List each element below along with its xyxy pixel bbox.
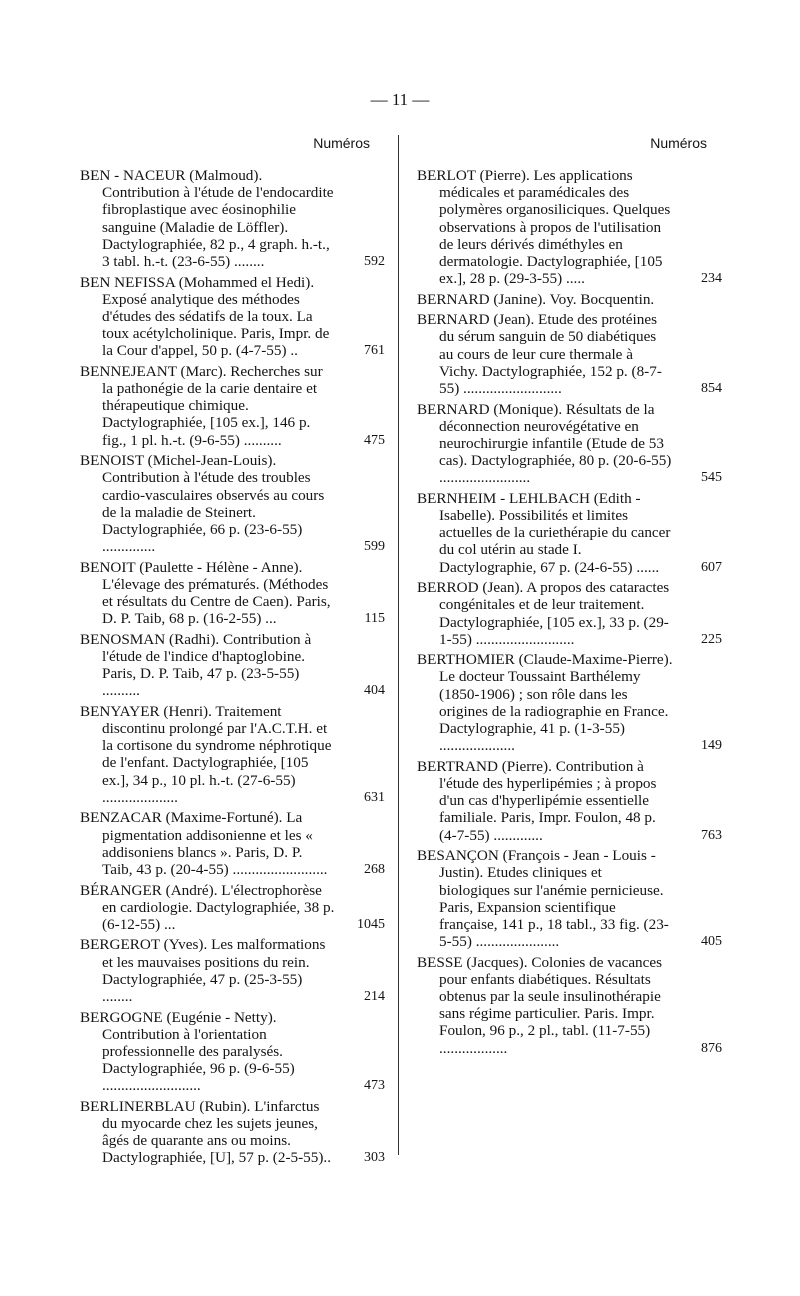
entry-number: 234 <box>701 271 722 287</box>
entry-text: BERLOT (Pierre). Les applications médicales et paramédicales des polymères organosiliciques. Quelques observations à propos de l'utilisation de leurs dérivés diméthyles en dermatologie. Dactylographiée, [105 ex.], 28 p. (29-3-55) ..... <box>417 167 671 288</box>
left-entry-list <box>80 167 385 1167</box>
index-entry <box>417 291 707 308</box>
entry-text: BERNARD (Jean). Etude des protéines du sérum sanguin de 50 diabétiques au cours de leur cure thermale à Vichy. Dactylographiée, 152 p. (8-7-55) .......................... <box>417 311 662 398</box>
entry-number: 631 <box>364 789 385 805</box>
entry-text: BENYAYER (Henri). Traitement discontinu prolongé par l'A.C.T.H. et la cortisone du syndrome néphrotique de l'enfant. Dactylographiée, [105 ex.], 34 p., 10 pl. h.-t. (27-6-55) .................... <box>80 702 332 806</box>
entry-text: BERGOGNE (Eugénie - Netty). Contribution à l'orientation professionnelle des paralysés. Dactylographiée, 96 p. (9-6-55) .......................... <box>80 1008 295 1095</box>
index-entry <box>417 489 722 576</box>
entry-text: BERTRAND (Pierre). Contribution à l'étude des hyperlipémies ; à propos d'un cas d'hyperlipémie essentielle familiale. Paris, Impr. Foulon, 48 p. (4-7-55) ............. <box>417 757 657 844</box>
entry-text: BEN NEFISSA (Mohammed el Hedi). Exposé analytique des méthodes d'études des sédatifs de la toux. La toux acétylcholinique. Paris, Impr. de la Cour d'appel, 50 p. (4-7-55) .. <box>80 273 330 360</box>
entry-number: 214 <box>364 989 385 1005</box>
entry-text: BENOIST (Michel-Jean-Louis). Contribution à l'étude des troubles cardio-vasculaires observés au cours de la maladie de Steinert. Dactylographiée, 66 p. (23-6-55) .............. <box>80 452 325 556</box>
index-entry <box>417 651 722 755</box>
entry-text: BÉRANGER (André). L'électrophorèse en cardiologie. Dactylographiée, 38 p. (6-12-55) ... <box>80 881 335 933</box>
entry-text: BENOSMAN (Radhi). Contribution à l'étude de l'indice d'haptoglobine. Paris, D. P. Taib, 47 p. (23-5-55) .......... <box>80 630 312 700</box>
entry-text: BERGEROT (Yves). Les malformations et les mauvaises positions du rein. Dactylographiée, 47 p. (25-3-55) ........ <box>80 936 326 1006</box>
column-header-right: Numéros <box>650 135 707 151</box>
entry-text: BEN - NACEUR (Malmoud). Contribution à l'étude de l'endocardite fibroplastique avec éosinophilie sanguine (Maladie de Löffler). Dactylographiée, 82 p., 4 graph. h.-t., 3 tabl. h.-t. (23-6-55) ........ <box>80 167 334 271</box>
entry-text: BERTHOMIER (Claude-Maxime-Pierre). Le docteur Toussaint Barthélemy (1850-1906) ; son rôle dans les origines de la radiographie en France. Dactylographie, 41 p. (1-3-55) .................... <box>417 651 673 755</box>
index-entry <box>80 1008 385 1095</box>
entry-number: 763 <box>701 827 722 843</box>
entry-number: 545 <box>701 470 722 486</box>
entry-text: BERNHEIM - LEHLBACH (Edith - Isabelle). Possibilités et limites actuelles de la curiethérapie du cancer du col utérin au stade I. Dactylographie, 67 p. (24-6-55) ...... <box>417 489 671 576</box>
entry-number: 303 <box>364 1150 385 1166</box>
column-header-left: Numéros <box>313 135 370 151</box>
index-entry <box>417 167 722 288</box>
right-entry-list <box>417 167 722 1057</box>
entry-text: BERNARD (Janine). Voy. Bocquentin. <box>417 290 655 308</box>
index-entry <box>417 311 722 398</box>
index-entry <box>417 953 722 1057</box>
entry-number: 1045 <box>357 916 385 932</box>
entry-number: 405 <box>701 934 722 950</box>
index-entry <box>80 809 385 878</box>
page-number: — 11 — <box>370 90 430 109</box>
entry-number: 268 <box>364 862 385 877</box>
index-entry <box>417 847 722 951</box>
entry-number: 607 <box>701 559 722 575</box>
index-entry <box>417 400 722 487</box>
column-divider <box>398 135 399 1155</box>
index-entry <box>80 1097 385 1167</box>
entry-text: BENZACAR (Maxime-Fortuné). La pigmentation addisonienne et les « addisoniens blancs ». Paris, D. P. Taib, 43 p. (20-4-55) ......................... <box>80 809 328 878</box>
entry-number: 854 <box>701 381 722 397</box>
entry-number: 592 <box>364 254 385 270</box>
left-column <box>80 135 385 1170</box>
index-entry <box>80 702 385 806</box>
entry-text: BERLINERBLAU (Rubin). L'infarctus du myocarde chez les sujets jeunes, âgés de quarante ans ou moins. Dactylographiée, [U], 57 p. (2-5-55).. <box>80 1097 331 1167</box>
index-entry <box>80 273 385 360</box>
entry-number: 876 <box>701 1040 722 1056</box>
right-column <box>417 135 722 1060</box>
entry-number: 404 <box>364 683 385 699</box>
entry-number: 115 <box>364 611 385 627</box>
index-entry <box>80 362 385 449</box>
index-entry <box>80 558 385 628</box>
entry-text: BERNARD (Monique). Résultats de la déconnection neurovégétative en neurochirurgie infantile (Etude de 53 cas). Dactylographiée, 80 p. (20-6-55) ........................ <box>417 400 672 487</box>
entry-text: BESSE (Jacques). Colonies de vacances pour enfants diabétiques. Résultats obtenus par la seule insulinothérapie sans régime particulier. Paris. Impr. Foulon, 96 p., 2 pl., tabl. (11-7-55) .................. <box>417 953 663 1057</box>
index-entry <box>80 881 385 934</box>
entry-number: 225 <box>701 631 722 647</box>
entry-number: 599 <box>364 539 385 555</box>
entry-number: 761 <box>364 343 385 359</box>
entry-text: BENNEJEANT (Marc). Recherches sur la pathonégie de la carie dentaire et thérapeutique chimique. Dactylographiée, [105 ex.], 146 p. fig., 1 pl. h.-t. (9-6-55) .......... <box>80 362 323 449</box>
entry-number: 149 <box>701 738 722 754</box>
entry-text: BESANÇON (François - Jean - Louis - Justin). Etudes cliniques et biologiques sur l'anémie pernicieuse. Paris, Expansion scientifique française, 141 p., 18 tabl., 33 fig. (23-5-55) ...................... <box>417 847 669 951</box>
index-entry <box>80 630 385 700</box>
index-entry <box>80 452 385 556</box>
index-entry <box>417 579 722 648</box>
entry-number: 475 <box>364 432 385 448</box>
index-entry <box>417 757 722 844</box>
index-entry <box>80 167 385 271</box>
entry-number: 473 <box>364 1078 385 1094</box>
entry-text: BENOIT (Paulette - Hélène - Anne). L'élevage des prématurés. (Méthodes et résultats du Centre de Caen). Paris, D. P. Taib, 68 p. (16-2-55) ... <box>80 558 331 628</box>
index-entry <box>80 936 385 1006</box>
entry-text: BERROD (Jean). A propos des cataractes congénitales et de leur traitement. Dactylographiée, [105 ex.], 33 p. (29-1-55) .......................... <box>417 579 670 648</box>
